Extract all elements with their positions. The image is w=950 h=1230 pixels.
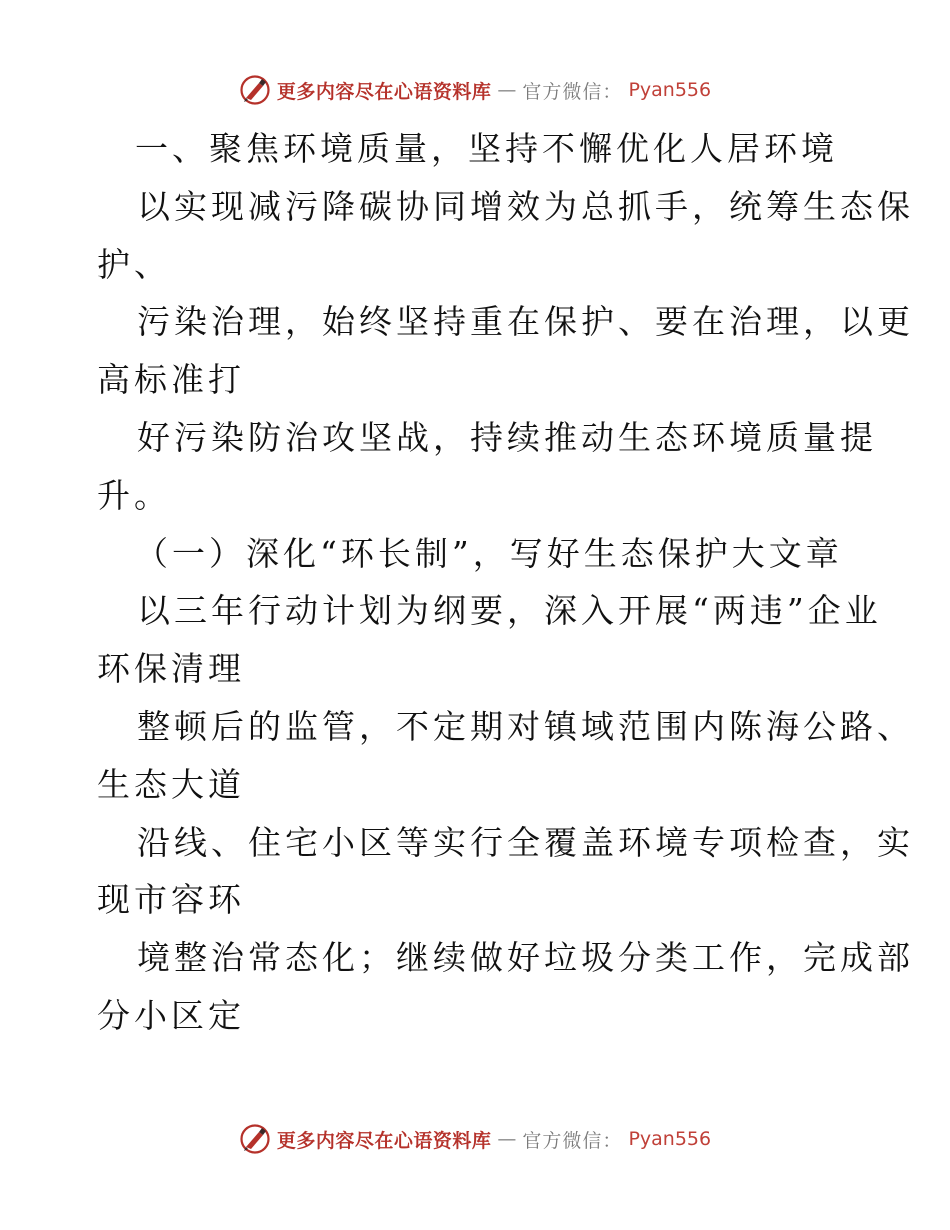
paragraph-line: 境整治常态化；继续做好垃圾分类工作，完成部 (137, 938, 914, 978)
paragraph-line: 沿线、住宅小区等实行全覆盖环境专项检查，实 (137, 822, 914, 862)
paragraph-line: 整顿后的监管，不定期对镇域范围内陈海公路、 (137, 706, 914, 746)
paragraph-line: 分小区定 (97, 995, 245, 1035)
paragraph-line: 以三年行动计划为纲要，深入开展“两违”企业 (137, 591, 882, 631)
paragraph-line: 现市容环 (97, 880, 245, 920)
watermark-wechat-id: Pyan556 (628, 79, 712, 101)
pen-nib-logo-icon (239, 74, 271, 106)
subsection-heading: （一）深化“环长制”，写好生态保护大文章 (135, 533, 843, 573)
paragraph-line: 高标准打 (97, 360, 245, 400)
document-body (97, 120, 914, 1045)
watermark-dash: — (497, 1128, 517, 1150)
paragraph-line: 护、 (97, 244, 171, 284)
paragraph-line: 环保清理 (97, 649, 245, 689)
paragraph-line: 升。 (97, 475, 171, 515)
paragraph-line: 好污染防治攻坚战，持续推动生态环境质量提 (137, 417, 877, 457)
pen-nib-logo-icon (239, 1123, 271, 1155)
section-heading: 一、聚焦环境质量，坚持不懈优化人居环境 (135, 129, 838, 168)
watermark-wechat-id: Pyan556 (628, 1128, 712, 1150)
paragraph-line: 以实现减污降碳协同增效为总抓手，统筹生态保 (137, 186, 914, 226)
watermark-wechat-label: 官方微信： (522, 1129, 623, 1152)
paragraph-line: 污染治理，始终坚持重在保护、要在治理，以更 (137, 302, 914, 342)
watermark-site-text: 更多内容尽在心语资料库 (276, 80, 492, 103)
paragraph-line: 生态大道 (97, 764, 245, 804)
watermark-site-text: 更多内容尽在心语资料库 (276, 1129, 492, 1152)
watermark-wechat-label: 官方微信： (522, 80, 623, 103)
header-watermark (0, 74, 950, 106)
footer-watermark (0, 1123, 950, 1155)
watermark-dash: — (497, 79, 517, 101)
